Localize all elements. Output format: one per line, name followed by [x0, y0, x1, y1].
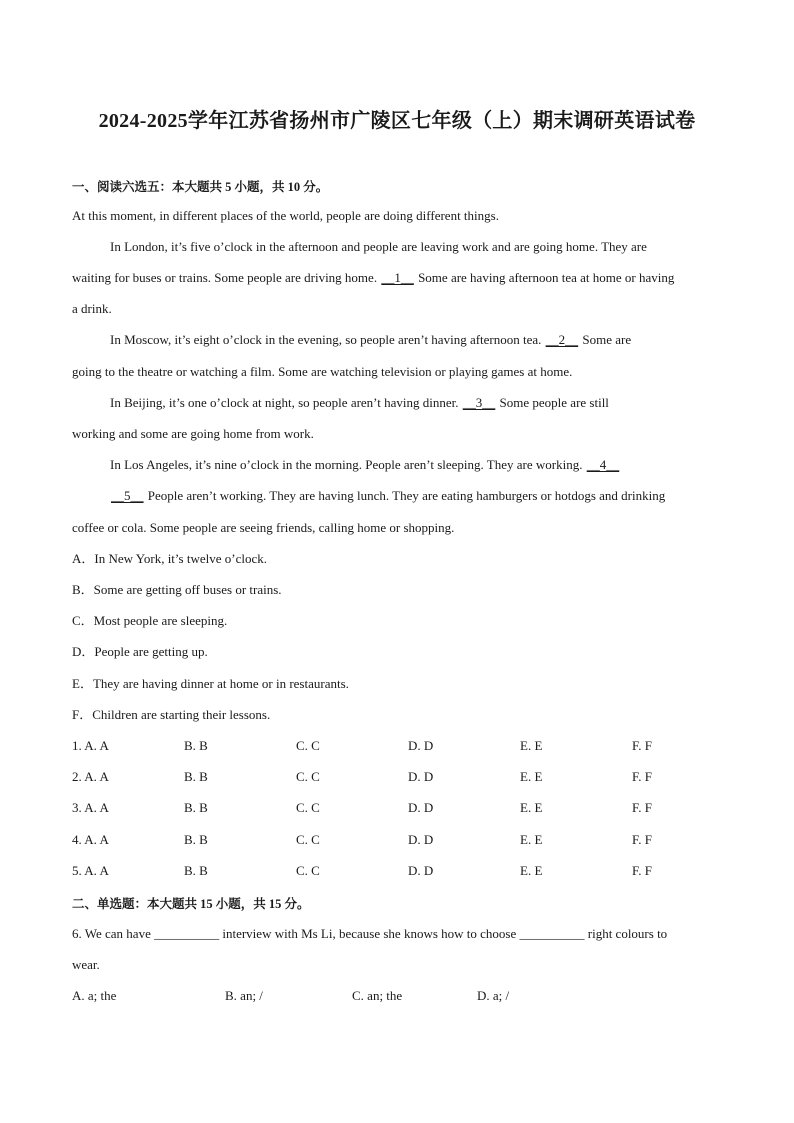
choice-d[interactable]: D. a; / — [477, 988, 510, 1003]
choice-d[interactable]: D. D — [408, 800, 434, 815]
blank: __________ — [519, 926, 585, 941]
passage-london-line3: a drink. — [72, 301, 112, 316]
question-row — [72, 800, 732, 816]
question-6-options — [72, 988, 732, 1004]
choice-d[interactable]: D. D — [408, 769, 434, 784]
choice-a[interactable]: 2. A. A — [72, 769, 109, 784]
choice-d[interactable]: D. D — [408, 738, 434, 753]
passage-beijing-line2: working and some are going home from work. — [72, 426, 314, 441]
blank-4: __4__ — [586, 457, 620, 472]
choice-b[interactable]: B. B — [184, 832, 208, 847]
question-row — [72, 769, 732, 785]
text-segment: In Moscow, it’s eight o’clock in the evening, so people aren’t having afternoon tea. — [110, 332, 545, 347]
choice-c[interactable]: C. C — [296, 863, 320, 878]
choice-a[interactable]: 1. A. A — [72, 738, 109, 753]
passage-london-line2 — [72, 270, 732, 286]
choice-e[interactable]: E. E — [520, 769, 543, 784]
text-segment: waiting for buses or trains. Some people are driving home. — [72, 270, 381, 285]
choice-c[interactable]: C. C — [296, 800, 320, 815]
text-segment: Some are having afternoon tea at home or having — [414, 270, 675, 285]
choice-c[interactable]: C. C — [296, 832, 320, 847]
choice-e[interactable]: E. E — [520, 832, 543, 847]
choice-a[interactable]: 5. A. A — [72, 863, 109, 878]
page-title: 2024-2025学年江苏省扬州市广陵区七年级（上）期末调研英语试卷 — [98, 110, 696, 132]
blank-2: __2__ — [545, 332, 579, 347]
choice-b[interactable]: B. B — [184, 769, 208, 784]
passage-la-line3: coffee or cola. Some people are seeing friends, calling home or shopping. — [72, 520, 455, 535]
blank-1: __1__ — [381, 270, 414, 285]
choice-a[interactable]: 3. A. A — [72, 800, 109, 815]
choice-c[interactable]: C. C — [296, 769, 320, 784]
passage-moscow-line1 — [110, 332, 732, 348]
choice-a[interactable]: 4. A. A — [72, 832, 109, 847]
choice-f[interactable]: F. F — [632, 800, 652, 815]
choice-f[interactable]: F. F — [632, 769, 652, 784]
choice-e[interactable]: E. E — [520, 738, 543, 753]
choice-b[interactable]: B. an; / — [225, 988, 263, 1003]
text-segment: 6. We can have — [72, 926, 155, 941]
choice-f[interactable]: F. F — [632, 832, 652, 847]
choice-b[interactable]: B. B — [184, 738, 208, 753]
choice-d[interactable]: D. D — [408, 863, 434, 878]
text-segment: right colours to — [584, 926, 668, 941]
section-heading-single-choice: 二、单选题：本大题共 15 小题，共 15 分。 — [72, 897, 310, 911]
option-d: D．People are getting up. — [72, 644, 208, 659]
passage-beijing-line1 — [110, 395, 732, 411]
text-segment: Some are — [579, 332, 632, 347]
section-heading-reading: 一、阅读六选五：本大题共 5 小题，共 10 分。 — [72, 180, 329, 194]
question-row — [72, 832, 732, 848]
text-segment: In Los Angeles, it’s nine o’clock in the morning. People aren’t sleeping. They are working. — [110, 457, 586, 472]
text-segment: In Beijing, it’s one o’clock at night, so people aren’t having dinner. — [110, 395, 462, 410]
option-e: E．They are having dinner at home or in restaurants. — [72, 676, 349, 691]
text-segment: People aren’t working. They are having lunch. They are eating hamburgers or hotdogs and drinking — [144, 488, 666, 503]
blank: __________ — [154, 926, 220, 941]
option-b: B．Some are getting off buses or trains. — [72, 582, 282, 597]
passage-london-line1: In London, it’s five o’clock in the afternoon and people are leaving work and are going home. They are — [110, 239, 647, 254]
choice-b[interactable]: B. B — [184, 800, 208, 815]
choice-f[interactable]: F. F — [632, 738, 652, 753]
choice-d[interactable]: D. D — [408, 832, 434, 847]
text-segment: interview with Ms Li, because she knows how to choose — [219, 926, 520, 941]
passage-la-line1 — [110, 457, 732, 473]
choice-f[interactable]: F. F — [632, 863, 652, 878]
choice-c[interactable]: C. C — [296, 738, 320, 753]
option-c: C．Most people are sleeping. — [72, 613, 228, 628]
option-a: A．In New York, it’s twelve o’clock. — [72, 551, 267, 566]
passage-moscow-line2: going to the theatre or watching a film. Some are watching television or playing games at home. — [72, 364, 573, 379]
passage-la-line2 — [110, 488, 732, 504]
question-row — [72, 863, 732, 879]
choice-e[interactable]: E. E — [520, 800, 543, 815]
blank-5: __5__ — [111, 488, 144, 503]
question-6-line2: wear. — [72, 957, 100, 972]
blank-3: __3__ — [462, 395, 496, 410]
question-row — [72, 738, 732, 754]
choice-b[interactable]: B. B — [184, 863, 208, 878]
passage-intro: At this moment, in different places of the world, people are doing different things. — [72, 208, 499, 223]
choice-a[interactable]: A. a; the — [72, 988, 117, 1003]
option-f: F．Children are starting their lessons. — [72, 707, 271, 722]
question-6-line1 — [72, 926, 732, 942]
choice-c[interactable]: C. an; the — [352, 988, 403, 1003]
text-segment: Some people are still — [496, 395, 609, 410]
choice-e[interactable]: E. E — [520, 863, 543, 878]
